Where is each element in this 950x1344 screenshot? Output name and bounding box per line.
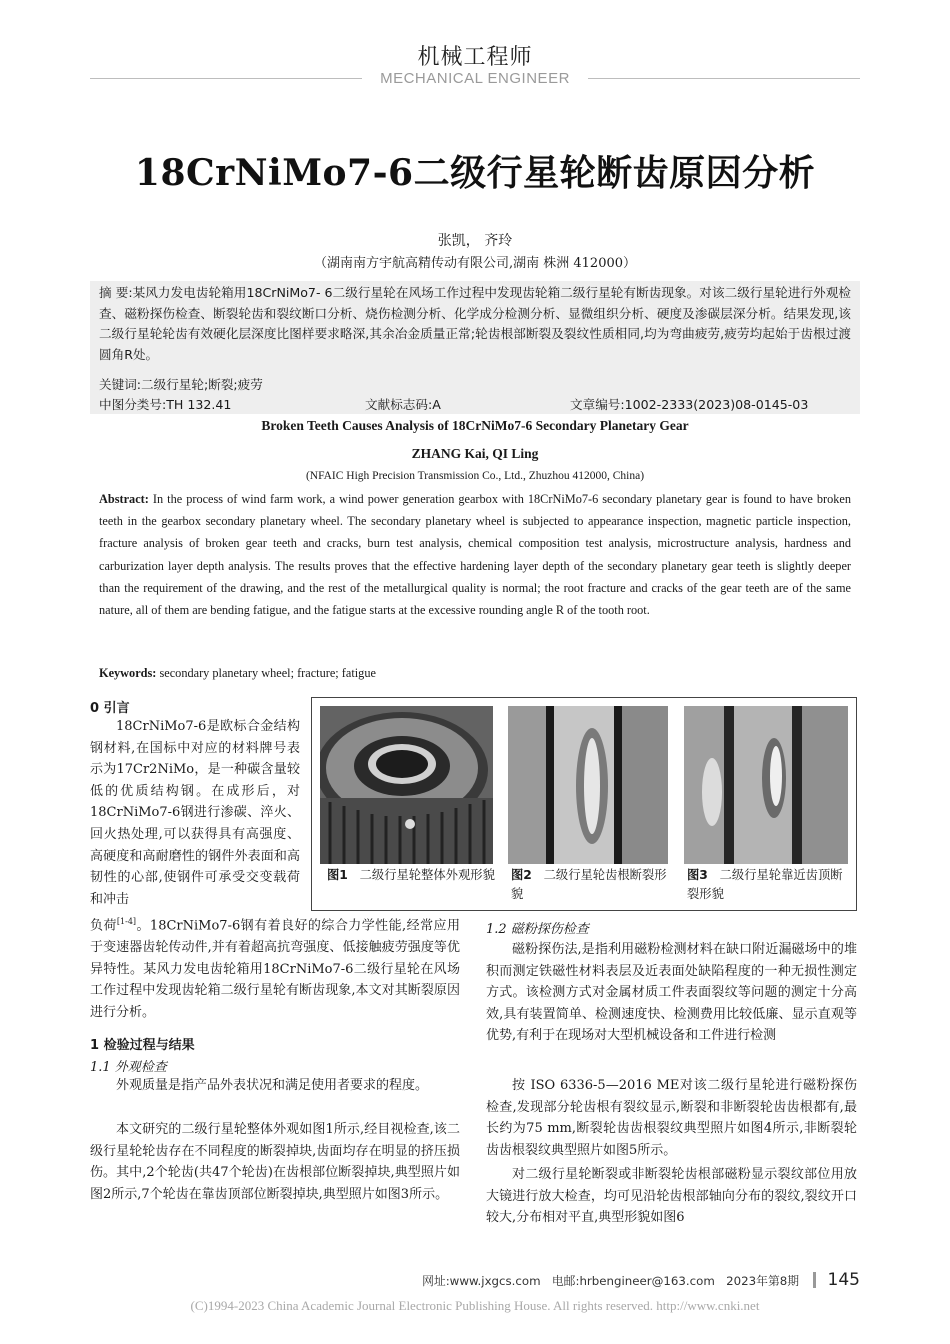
tooth-tip-fracture-icon xyxy=(684,706,848,864)
keywords-en-label: Keywords: xyxy=(99,666,157,680)
figure-2-caption-text: 二级行星轮齿根断裂形貌 xyxy=(511,868,667,901)
article-title: 18CrNiMo7-6二级行星轮断齿原因分析 xyxy=(134,152,816,194)
journal-title-cn: 机械工程师 xyxy=(417,45,533,70)
page-number: 145 xyxy=(827,1270,860,1290)
footer-website: 网址:www.jxgcs.com xyxy=(422,1274,541,1288)
copyright-notice: (C)1994-2023 China Academic Journal Electronic Publishing House. All rights reserved. http://www.cnki.net xyxy=(190,1298,760,1313)
affiliation: （湖南南方宇航高精传动有限公司,湖南 株洲 412000） xyxy=(313,256,637,271)
header-rule-right xyxy=(588,78,860,79)
figure-3-caption-text: 二级行星轮靠近齿顶断裂形貌 xyxy=(687,868,843,901)
citation-ref: [1-4] xyxy=(116,917,137,926)
figure-2-number: 图2 xyxy=(511,868,532,882)
section-1-heading: 1 检验过程与结果 xyxy=(90,1038,195,1053)
tooth-root-fracture-icon xyxy=(508,706,668,864)
authors-en: ZHANG Kai, QI Ling xyxy=(411,446,539,461)
document-code: 文献标志码:A xyxy=(365,397,441,412)
intro-paragraph-1-continued xyxy=(90,911,460,1023)
paragraph-1-2-b: 按 ISO 6336-5—2016 ME对该二级行星轮进行磁粉探伤检查,发现部分轮齿根有裂纹显示,断裂和非断裂轮齿齿根都有,最长约为75 mm,断裂轮齿齿根裂纹典型照片如图4所示,非断裂轮齿齿根裂纹典型照片如图5所示。 xyxy=(486,1078,857,1158)
footer-divider xyxy=(813,1272,816,1288)
intro-continued-lead: 负荷 xyxy=(90,918,117,934)
paragraph-1-1-b: 本文研究的二级行星轮整体外观如图1所示,经目视检查,该二级行星轮轮齿存在不同程度的断裂掉块,齿面均存在明显的挤压损伤。其中,2个轮齿(共47个轮齿)在齿根部位断裂掉块,典型照片如图2所示,7个轮齿在靠齿顶部位断裂掉块,典型照片如图3所示。 xyxy=(90,1122,460,1202)
figure-1-number: 图1 xyxy=(327,868,348,882)
abstract-en xyxy=(99,488,851,621)
figure-3-number: 图3 xyxy=(687,868,708,882)
footer-issue: 2023年第8期 xyxy=(726,1274,800,1288)
gear-photo-icon xyxy=(320,706,493,864)
keywords-cn: 关键词:二级行星轮;断裂;疲劳 xyxy=(99,377,263,392)
keywords-en-text: secondary planetary wheel; fracture; fatigue xyxy=(159,666,376,680)
paragraph-1-2-c: 对二级行星轮断裂或非断裂轮齿根部磁粉显示裂纹部位用放大镜进行放大检查，均可见沿轮齿根部轴向分布的裂纹,裂纹开口较大,分布相对平直,典型形貌如图6 xyxy=(486,1167,857,1226)
title-en: Broken Teeth Causes Analysis of 18CrNiMo7-6 Secondary Planetary Gear xyxy=(261,418,689,433)
figure-1-caption-text: 二级行星轮整体外观形貌 xyxy=(359,868,495,882)
subsection-1-1-heading: 1.1 外观检查 xyxy=(90,1060,167,1075)
journal-title-en: MECHANICAL ENGINEER xyxy=(380,70,570,87)
abstract-en-label: Abstract: xyxy=(99,492,149,506)
authors: 张凯， 齐玲 xyxy=(437,233,513,249)
clc-number: 中图分类号:TH 132.41 xyxy=(99,397,232,412)
paragraph-1-2-a: 磁粉探伤法,是指利用磁粉检测材料在缺口附近漏磁场中的堆积而测定铁磁性材料表层及近表面处缺陷程度的一种无损性测定方式。该检测方式对金属材质工件表面裂纹等问题的测定十分高效,具有装置简单、检测速度快、检测费用比较低廉、显示直观等优势,有利于在现场对大型机械设备和工件进行检测 xyxy=(486,942,857,1044)
figure-1-photo xyxy=(320,706,493,864)
page-footer xyxy=(422,1270,860,1290)
keywords-en xyxy=(99,666,376,681)
figure-3-photo xyxy=(684,706,848,864)
intro-paragraph-1: 18CrNiMo7-6是欧标合金结构钢材料,在国标中对应的材料牌号表示为17Cr2NiMo，是一种碳含量较低的优质结构钢。在成形后，对18CrNiMo7-6钢进行渗碳、淬火、回火热处理,可以获得具有高强度、高硬度和高耐磨性的钢件外表面和高韧性的心部,使钢件可承受交变载荷和冲击 xyxy=(90,719,300,907)
figure-2-photo xyxy=(508,706,668,864)
paragraph-1-1-a: 外观质量是指产品外表状况和满足使用者要求的程度。 xyxy=(116,1078,429,1093)
affiliation-en: (NFAIC High Precision Transmission Co., Ltd., Zhuzhou 412000, China) xyxy=(305,470,645,482)
article-number: 文章编号:1002-2333(2023)08-0145-03 xyxy=(570,397,809,412)
abstract-cn: 摘 要:某风力发电齿轮箱用18CrNiMo7- 6二级行星轮在风场工作过程中发现齿轮箱二级行星轮有断齿现象。对该二级行星轮进行外观检查、磁粉探伤检查、断裂轮齿和裂纹断口分析、烧伤检测分析、化学成分检测分析、显微组织分析、硬度及渗碳层深分析。结果发现,该二级行星轮轮齿有效硬化层深度比图样要求略深,其余冶金质量正常;轮齿根部断裂及裂纹性质相同,均为弯曲疲劳,疲劳均起始于齿根过渡圆角R处。 xyxy=(99,285,851,362)
abstract-en-text: In the process of wind farm work, a wind power generation gearbox with 18CrNiMo7-6 secondary planetary gear is found to have broken teeth in the gearbox secondary planetary wheel. The secondary planetary wheel is subjected to appearance inspection, magnetic particle inspection, fracture analysis of broken gear teeth and cracks, burn test analysis, chemical composition test analysis, microstructure analysis, hardness and carburization layer depth analysis. The results proves that the effective hardening layer depth of the secondary planetary gear teeth is slightly deeper than the requirement of the drawing, and the rest of the metallurgical quality is normal; the root fracture and cracks of the gear teeth are of the same nature, all of them are bending fatigue, and the fatigue starts at the excessive rounding angle R of the tooth root. xyxy=(99,492,851,618)
footer-email: 电邮:hrbengineer@163.com xyxy=(551,1274,715,1288)
figure-1-caption xyxy=(327,866,497,885)
figure-3-caption xyxy=(687,866,852,904)
figure-2-caption xyxy=(511,866,671,904)
section-0-heading: 0 引言 xyxy=(90,701,130,716)
intro-continued-text: 。18CrNiMo7-6钢有着良好的综合力学性能,经常应用于变速器齿轮传动件,并有着超高抗弯强度、低接触疲劳强度等优异特性。某风力发电齿轮箱用18CrNiMo7-6二级行星轮在风场工作过程中发现齿轮箱二级行星轮有断齿现象,本文对其断裂原因进行分析。 xyxy=(90,918,460,1020)
subsection-1-2-heading: 1.2 磁粉探伤检查 xyxy=(486,922,589,937)
